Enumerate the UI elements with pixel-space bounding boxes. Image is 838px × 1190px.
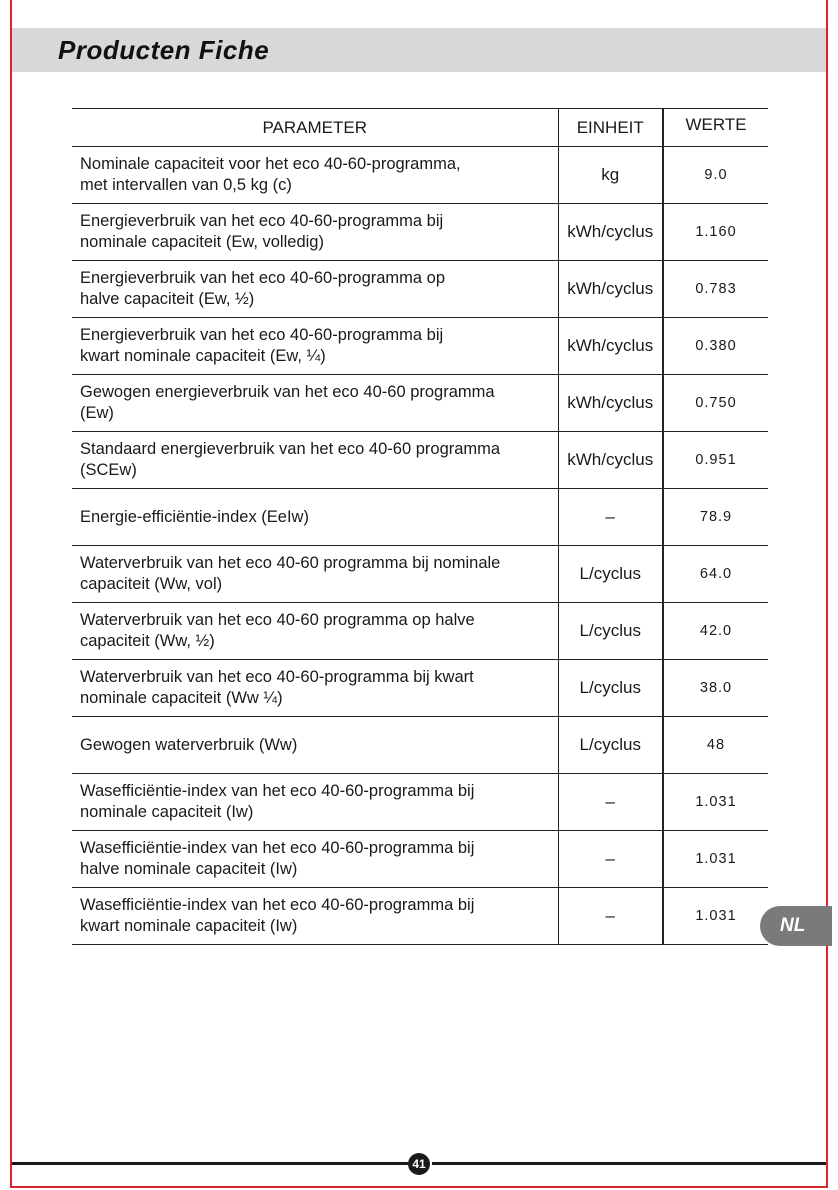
unit-cell: L/cyclus [558,546,663,603]
parameter-line-2: nominale capaciteit (Ew, volledig) [80,233,324,251]
table-row [72,603,768,660]
table-row [72,831,768,888]
unit-cell: kWh/cyclus [558,318,663,375]
value-cell: 64.0 [663,546,768,603]
parameter-cell [72,261,558,318]
parameter-line-2: halve capaciteit (Ew, ½) [80,290,255,308]
value-cell: 0.783 [663,261,768,318]
value-cell: 48 [663,717,768,774]
page-title: Producten Fiche [58,35,270,65]
unit-cell: – [558,888,663,945]
language-tab-label: NL [780,915,806,936]
unit-cell: kWh/cyclus [558,204,663,261]
parameter-line-2: nominale capaciteit (Iw) [80,803,254,821]
page-number: 41 [408,1153,430,1175]
column-header-parameter: PARAMETER [72,109,558,147]
column-header-value: WERTE [663,109,768,147]
table-header-row [72,109,768,147]
parameter-cell [72,147,558,204]
parameter-cell [72,831,558,888]
unit-cell: L/cyclus [558,603,663,660]
unit-cell: – [558,489,663,546]
table-row [72,147,768,204]
parameter-cell [72,774,558,831]
table-row [72,660,768,717]
parameter-cell [72,204,558,261]
parameter-line-2: nominale capaciteit (Ww ¼) [80,689,283,707]
parameter-cell [72,603,558,660]
parameter-line-2: kwart nominale capaciteit (Ew, ¼) [80,347,326,365]
product-fiche-table [72,108,768,945]
parameter-line-1: Wasefficiëntie-index van het eco 40-60-programma bij [80,896,475,914]
value-cell: 0.951 [663,432,768,489]
parameter-line-2: capaciteit (Ww, ½) [80,632,215,650]
title-bar [12,28,826,72]
parameter-cell [72,318,558,375]
value-cell: 1.031 [663,774,768,831]
parameter-cell [72,660,558,717]
value-cell: 1.031 [663,888,768,945]
table-row [72,204,768,261]
parameter-cell [72,546,558,603]
parameter-line-1: Waterverbruik van het eco 40-60 programma op halve [80,611,475,629]
unit-cell: kg [558,147,663,204]
parameter-line-1: Gewogen waterverbruik (Ww) [80,735,298,754]
parameter-line-2: met intervallen van 0,5 kg (c) [80,176,292,194]
footer-rule-right [432,1162,826,1165]
unit-cell: L/cyclus [558,660,663,717]
table-row [72,717,768,774]
parameter-cell [72,888,558,945]
value-cell: 42.0 [663,603,768,660]
unit-cell: kWh/cyclus [558,432,663,489]
table-row [72,432,768,489]
table-row [72,261,768,318]
parameter-line-1: Energieverbruik van het eco 40-60-programma bij [80,326,444,344]
column-header-unit: EINHEIT [558,109,663,147]
unit-cell: – [558,774,663,831]
parameter-line-1: Energie-efficiëntie-index (EeIw) [80,507,309,526]
table-row [72,489,768,546]
parameter-line-2: (SCEw) [80,461,137,479]
value-cell: 1.031 [663,831,768,888]
table-row [72,375,768,432]
unit-cell: kWh/cyclus [558,375,663,432]
parameter-line-1: Energieverbruik van het eco 40-60-programma op [80,269,446,287]
value-cell: 0.750 [663,375,768,432]
parameter-line-2: kwart nominale capaciteit (Iw) [80,917,298,935]
parameter-line-1: Waterverbruik van het eco 40-60-programma bij kwart [80,668,474,686]
table-row [72,774,768,831]
parameter-line-1: Standaard energieverbruik van het eco 40-60 programma [80,440,501,458]
unit-cell: L/cyclus [558,717,663,774]
value-cell: 9.0 [663,147,768,204]
parameter-cell [72,717,558,774]
parameter-line-1: Wasefficiëntie-index van het eco 40-60-programma bij [80,782,475,800]
parameter-line-1: Energieverbruik van het eco 40-60-programma bij [80,212,444,230]
parameter-line-2: halve nominale capaciteit (Iw) [80,860,298,878]
parameter-cell [72,489,558,546]
parameter-line-1: Gewogen energieverbruik van het eco 40-60 programma [80,383,495,401]
parameter-line-1: Waterverbruik van het eco 40-60 programma bij nominale [80,554,501,572]
table-body [72,147,768,945]
parameter-line-1: Nominale capaciteit voor het eco 40-60-programma, [80,155,461,173]
table-row [72,888,768,945]
parameter-line-1: Wasefficiëntie-index van het eco 40-60-programma bij [80,839,475,857]
unit-cell: – [558,831,663,888]
value-cell: 78.9 [663,489,768,546]
value-cell: 0.380 [663,318,768,375]
language-tab [760,906,832,946]
parameter-line-2: (Ew) [80,404,114,422]
table-row [72,546,768,603]
unit-cell: kWh/cyclus [558,261,663,318]
parameter-cell [72,375,558,432]
value-cell: 38.0 [663,660,768,717]
parameter-line-2: capaciteit (Ww, vol) [80,575,223,593]
footer-rule-left [12,1162,408,1165]
parameter-cell [72,432,558,489]
table-row [72,318,768,375]
value-cell: 1.160 [663,204,768,261]
